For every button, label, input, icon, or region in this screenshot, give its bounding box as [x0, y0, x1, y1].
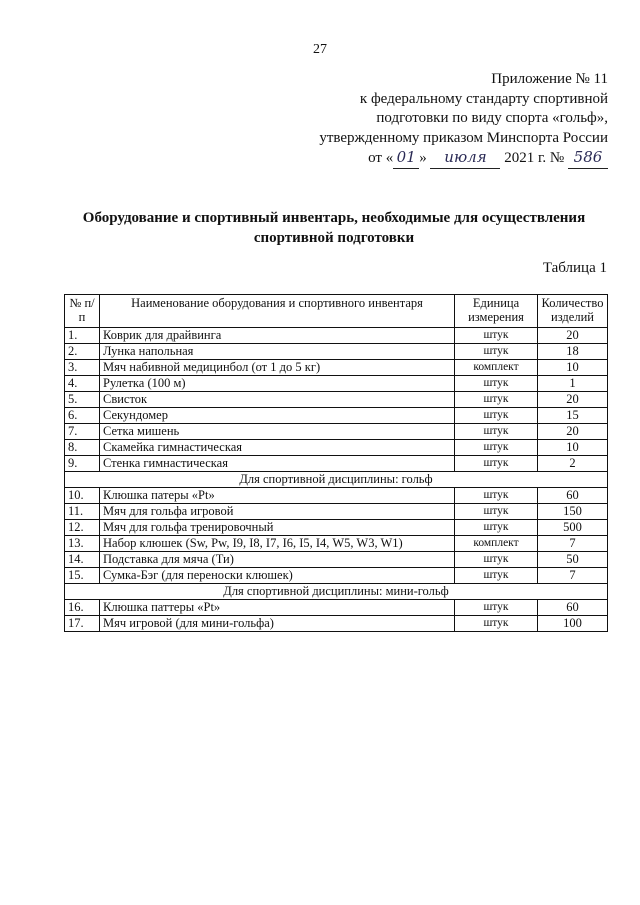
row-num: 13. [65, 536, 100, 552]
row-unit: комплект [455, 360, 538, 376]
row-unit: штук [455, 600, 538, 616]
row-unit: штук [455, 408, 538, 424]
handwritten-month: июля [430, 148, 500, 169]
row-name: Мяч игровой (для мини-гольфа) [100, 616, 455, 632]
document-title: Оборудование и спортивный инвентарь, необходимые для осуществления спортивной подготовки [82, 210, 586, 246]
row-num: 5. [65, 392, 100, 408]
row-name: Мяч для гольфа игровой [100, 504, 455, 520]
row-num: 6. [65, 408, 100, 424]
row-qty: 18 [538, 344, 608, 360]
row-qty: 15 [538, 408, 608, 424]
table-row [65, 440, 608, 456]
table-row [65, 504, 608, 520]
row-qty: 1 [538, 376, 608, 392]
section-row-mini-golf [65, 584, 608, 600]
table-row [65, 488, 608, 504]
row-name: Свисток [100, 392, 455, 408]
table-row [65, 344, 608, 360]
row-num: 12. [65, 520, 100, 536]
header-num: № п/п [65, 295, 100, 328]
row-name: Скамейка гимнастическая [100, 440, 455, 456]
row-qty: 50 [538, 552, 608, 568]
row-unit: штук [455, 616, 538, 632]
row-qty: 100 [538, 616, 608, 632]
header-qty: Количество изделий [538, 295, 608, 328]
section-row-golf [65, 472, 608, 488]
row-unit: комплект [455, 536, 538, 552]
row-num: 4. [65, 376, 100, 392]
row-qty: 20 [538, 392, 608, 408]
row-num: 10. [65, 488, 100, 504]
equipment-table [64, 294, 608, 632]
row-qty: 2 [538, 456, 608, 472]
table-row [65, 520, 608, 536]
row-name: Подставка для мяча (Ти) [100, 552, 455, 568]
row-qty: 500 [538, 520, 608, 536]
table-row [65, 408, 608, 424]
row-unit: штук [455, 488, 538, 504]
appendix-line-4: утвержденному приказом Минспорта России [319, 129, 608, 146]
row-unit: штук [455, 344, 538, 360]
table-row [65, 568, 608, 584]
table-row [65, 456, 608, 472]
row-num: 3. [65, 360, 100, 376]
header-name: Наименование оборудования и спортивного инвентаря [100, 295, 455, 328]
row-num: 2. [65, 344, 100, 360]
handwritten-order-number: 586 [568, 148, 608, 169]
section-title-golf: Для спортивной дисциплины: гольф [65, 472, 608, 488]
table-row [65, 424, 608, 440]
row-name: Стенка гимнастическая [100, 456, 455, 472]
date-prefix: от « [368, 150, 394, 166]
row-num: 16. [65, 600, 100, 616]
row-name: Сумка-Бэг (для переноски клюшек) [100, 568, 455, 584]
row-name: Клюшка паттеры «Pt» [100, 600, 455, 616]
table-row [65, 552, 608, 568]
row-name: Лунка напольная [100, 344, 455, 360]
row-num: 17. [65, 616, 100, 632]
row-num: 15. [65, 568, 100, 584]
table-row [65, 328, 608, 344]
header-unit: Единица измерения [455, 295, 538, 328]
row-unit: штук [455, 392, 538, 408]
row-name: Клюшка патеры «Pt» [100, 488, 455, 504]
table-row [65, 392, 608, 408]
row-unit: штук [455, 552, 538, 568]
row-num: 7. [65, 424, 100, 440]
appendix-line-3: подготовки по виду спорта «гольф», [376, 110, 608, 126]
row-name: Рулетка (100 м) [100, 376, 455, 392]
row-unit: штук [455, 440, 538, 456]
table-row [65, 360, 608, 376]
row-qty: 60 [538, 600, 608, 616]
row-unit: штук [455, 424, 538, 440]
row-name: Мяч для гольфа тренировочный [100, 520, 455, 536]
page-number: 27 [313, 42, 327, 57]
row-num: 9. [65, 456, 100, 472]
table-row [65, 376, 608, 392]
row-unit: штук [455, 504, 538, 520]
row-num: 1. [65, 328, 100, 344]
row-unit: штук [455, 328, 538, 344]
row-name: Коврик для драйвинга [100, 328, 455, 344]
row-unit: штук [455, 568, 538, 584]
appendix-header [319, 70, 608, 169]
row-qty: 7 [538, 536, 608, 552]
row-name: Мяч набивной медицинбол (от 1 до 5 кг) [100, 360, 455, 376]
table-header-row [65, 295, 608, 328]
table-row [65, 616, 608, 632]
row-unit: штук [455, 376, 538, 392]
row-qty: 7 [538, 568, 608, 584]
row-unit: штук [455, 520, 538, 536]
row-num: 8. [65, 440, 100, 456]
handwritten-day: 01 [393, 148, 419, 169]
table-row [65, 600, 608, 616]
row-name: Сетка мишень [100, 424, 455, 440]
row-name: Набор клюшек (Sw, Pw, I9, I8, I7, I6, I5, I4, W5, W3, W1) [100, 536, 455, 552]
table-label: Таблица 1 [542, 260, 607, 276]
section-title-mini-golf: Для спортивной дисциплины: мини-гольф [65, 584, 608, 600]
row-qty: 60 [538, 488, 608, 504]
row-qty: 20 [538, 328, 608, 344]
appendix-line-2: к федеральному стандарту спортивной [359, 90, 608, 107]
date-year: 2021 г. № [504, 150, 565, 166]
row-name: Секундомер [100, 408, 455, 424]
table-row [65, 536, 608, 552]
row-qty: 10 [538, 360, 608, 376]
row-qty: 20 [538, 424, 608, 440]
row-qty: 10 [538, 440, 608, 456]
row-num: 11. [65, 504, 100, 520]
appendix-title: Приложение № 11 [491, 71, 608, 87]
appendix-date-line [319, 148, 608, 169]
row-unit: штук [455, 456, 538, 472]
row-qty: 150 [538, 504, 608, 520]
row-num: 14. [65, 552, 100, 568]
date-mid: » [419, 150, 427, 166]
